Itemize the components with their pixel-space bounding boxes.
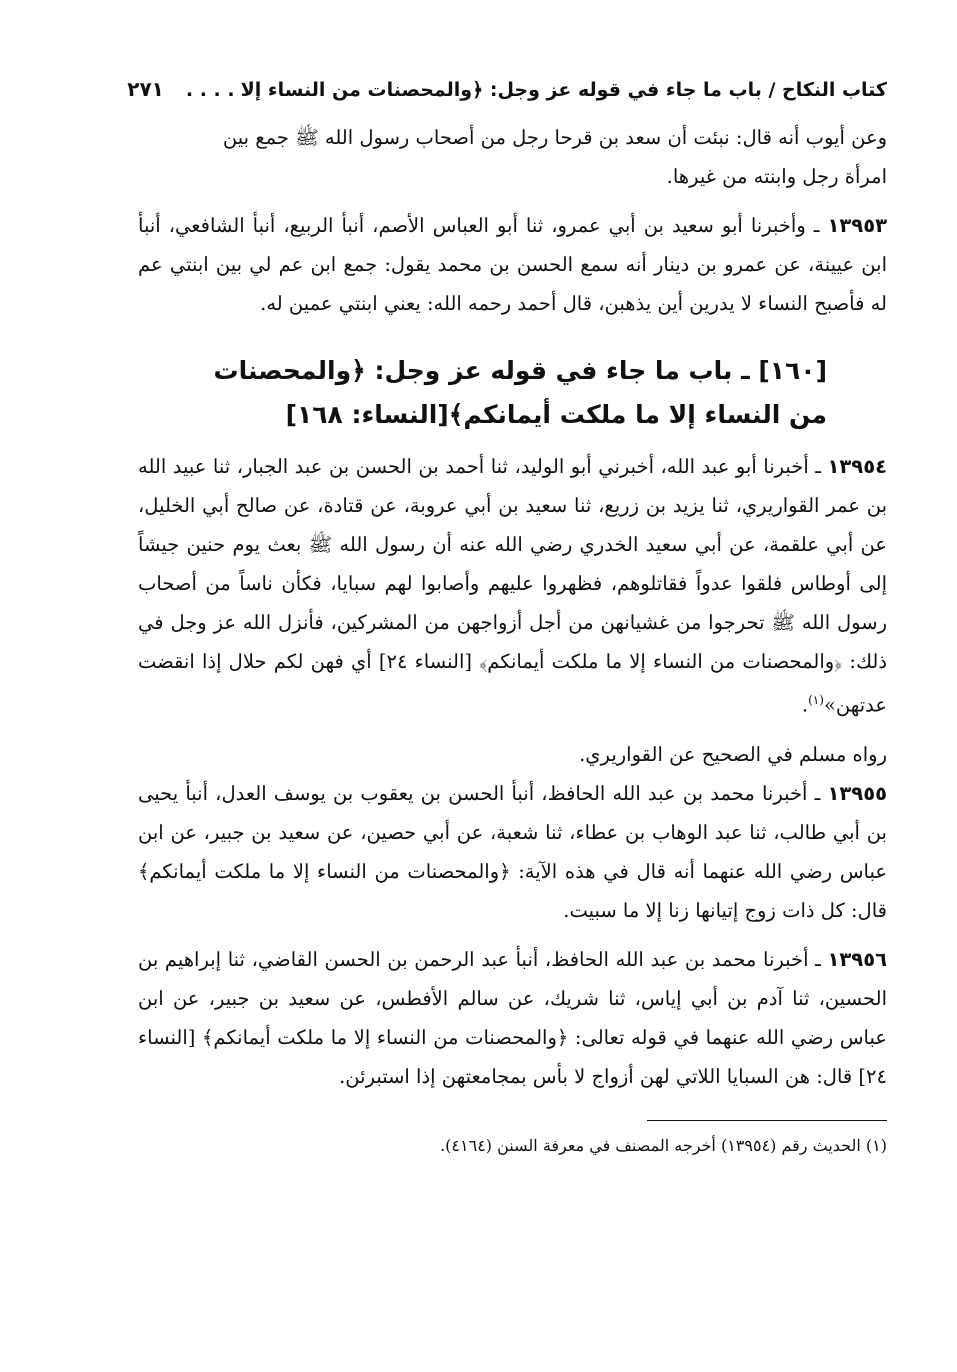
running-header — [127, 72, 887, 106]
hadith-text: ـ أخبرنا محمد بن عبد الله الحافظ، أنبأ الحسن بن يعقوب بن يوسف العدل، أنبأ يحيى بن أبي طالب، ثنا عبد الوهاب بن عطاء، ثنا شعبة، عن أبي حصين، عن سعيد بن جبير، عن ابن عباس رضي الله عنهما أنه قال في هذه الآية: ﴿والمحصنات من النساء إلا ما ملكت أيمانكم﴾ قال: كل ذات زوج إتيانها زنا إلا ما سبيت. — [138, 781, 887, 922]
intro-paragraph — [138, 118, 887, 196]
hadith-13954 — [138, 447, 887, 725]
hadith-number: ١٣٩٥٣ — [827, 214, 887, 237]
page-number: ٢٧١ — [127, 77, 164, 101]
chapter-heading — [198, 349, 827, 437]
hadith-number: ١٣٩٥٥ — [827, 781, 887, 805]
hadith-number: ١٣٩٥٤ — [827, 455, 887, 478]
hadith-text: ـ أخبرنا محمد بن عبد الله الحافظ، أنبأ عبد الرحمن بن الحسن القاضي، ثنا إبراهيم بن الحسين، ثنا آدم بن أبي إياس، ثنا شريك، عن سالم الأفطس، عن سعيد بن جبير، عن ابن عباس رضي الله عنهما في قوله تعالى: ﴿والمحصنات من النساء إلا ما ملكت أيمانكم﴾ [النساء ٢٤] قال: هن السبايا اللاتي لهن أزواج لا بأس بمجامعتهن إذا استبرئن. — [138, 947, 887, 1088]
hadith-13953 — [138, 206, 887, 323]
hadith-13955 — [138, 774, 887, 930]
running-title: كتاب النكاح / باب ما جاء في قوله عز وجل: ﴿والمحصنات من النساء إلا — [240, 79, 887, 101]
hadith-number: ١٣٩٥٦ — [827, 947, 887, 971]
footnote-ref[interactable]: (١) — [808, 693, 824, 707]
header-dots: . . . . — [185, 79, 235, 101]
hadith-13956 — [138, 940, 887, 1096]
chapter-heading-line-1: [١٦٠] ـ باب ما جاء في قوله عز وجل: ﴿والمحصنات — [213, 356, 827, 385]
hadith-text: ـ وأخبرنا أبو سعيد بن أبي عمرو، ثنا أبو العباس الأصم، أنبأ الربيع، أنبأ الشافعي، أنبأ ابن عيينة، عن عمرو بن دينار أنه سمع الحسن بن محمد يقول: جمع ابن عم لي بين ابنتي عم له فأصبح النساء لا يدرين أين يذهبن، قال أحمد رحمه الله: يعني ابنتي عمين له. — [138, 214, 887, 315]
hadith-end: . — [801, 693, 809, 717]
footnote: (١) الحديث رقم (١٣٩٥٤) أخرجه المصنف في معرفة السنن (٤١٦٤). — [440, 1135, 887, 1155]
footnote-divider — [647, 1120, 887, 1121]
muslim-note: رواه مسلم في الصحيح عن القواريري. — [579, 742, 887, 766]
hadith-text: ـ أخبرنا أبو عبد الله، أخبرني أبو الوليد، ثنا أحمد بن الحسن بن عبد الجبار، ثنا عبيد الله بن عمر القواريري، ثنا يزيد بن زريع، ثنا سعيد بن أبي عروبة، عن قتادة، عن صالح أبي الخليل، عن أبي علقمة، عن أبي سعيد الخدري رضي الله عنه أن رسول الله ﷺ بعث يوم حنين جيشاً إلى أوطاس فلقوا عدواً فقاتلوهم، فظهروا عليهم وأصابوا لهم سبايا، فكأن ناساً من أصحاب رسول الله ﷺ تحرجوا من غشيانهن من أجل أزواجهن من المشركين، فأنزل الله عز وجل في ذلك: ﴿والمحصنات من النساء إلا ما ملكت أيمانكم﴾ [النساء ٢٤] أي فهن لكم حلال إذا انقضت عدتهن» — [138, 455, 887, 717]
intro-line-1: وعن أيوب أنه قال: نبئت أن سعد بن قرحا رجل من أصحاب رسول الله ﷺ جمع بين — [222, 126, 887, 149]
intro-line-2: امرأة رجل وابنته من غيرها. — [666, 165, 887, 188]
chapter-heading-line-2: من النساء إلا ما ملكت أيمانكم﴾[النساء: ١٦٨] — [285, 400, 827, 429]
